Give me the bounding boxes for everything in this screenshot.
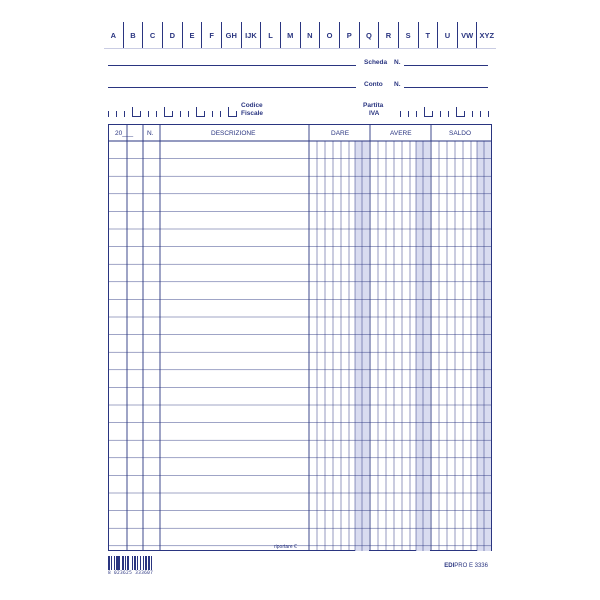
char-box (472, 111, 480, 117)
conto-number-underline (404, 87, 488, 88)
char-box (488, 111, 496, 117)
char-box (188, 111, 196, 117)
char-box (416, 111, 424, 117)
header-descrizione: DESCRIZIONE (211, 130, 256, 137)
header-year: 20___ (115, 130, 134, 137)
barcode-bar (125, 556, 126, 570)
char-box (180, 111, 188, 117)
barcode-bar (145, 556, 147, 570)
char-box (440, 111, 448, 117)
partita-iva-label-1: Partita (363, 102, 384, 109)
alphabet-tab-a: A (110, 30, 117, 40)
alphabet-tab-c: C (142, 22, 162, 48)
alphabet-tab-q: Q (359, 22, 379, 48)
brand-product-code (444, 563, 488, 569)
alphabet-tab-n: N (300, 22, 320, 48)
char-box (196, 107, 204, 117)
alphabet-tab-e: E (182, 22, 202, 48)
char-box (132, 107, 140, 117)
alphabet-tab-r: R (378, 22, 398, 48)
barcode (108, 556, 154, 570)
header-dare: DARE (331, 130, 350, 137)
header-saldo: SALDO (449, 130, 472, 137)
barcode-bar (108, 556, 110, 570)
barcode-number: 8 023625 333607 (108, 571, 154, 576)
ledger-sheet (104, 22, 496, 578)
alphabet-tab-l: L (260, 22, 280, 48)
char-box (108, 111, 116, 117)
char-box (164, 107, 172, 117)
alphabet-tab-ijk: IJK (241, 22, 261, 48)
brand-name-rest: PRO (454, 563, 468, 569)
scheda-underline (108, 65, 356, 66)
alphabet-tab-t: T (418, 22, 438, 48)
alphabet-tab-s: S (398, 22, 418, 48)
char-box (432, 111, 440, 117)
alphabet-tab-gh: GH (221, 22, 241, 48)
barcode-bar (148, 556, 150, 570)
conto-underline (108, 87, 356, 88)
barcode-bar (143, 556, 144, 570)
alphabet-tab-xyz: XYZ (476, 22, 496, 48)
char-box (408, 111, 416, 117)
char-box (116, 111, 124, 117)
barcode-bar (134, 556, 136, 570)
header-n: N. (147, 130, 154, 137)
barcode-bar (114, 556, 115, 570)
char-box (140, 111, 148, 117)
alphabet-tab-vw: VW (457, 22, 477, 48)
alphabet-tab-d: D (162, 22, 182, 48)
char-box (156, 111, 164, 117)
brand-name-bold: EDI (444, 563, 455, 569)
char-box (464, 111, 472, 117)
ledger-table (108, 124, 492, 551)
char-box (480, 111, 488, 117)
char-box (124, 111, 132, 117)
barcode-bar (119, 556, 120, 570)
ledger-grid-lines (108, 124, 492, 551)
alphabet-tab-o: O (319, 22, 339, 48)
scheda-number-underline (404, 65, 488, 66)
char-box (220, 111, 228, 117)
char-box (400, 111, 408, 117)
conto-label: Conto (364, 81, 383, 88)
riportare-label: riportare € (274, 544, 297, 550)
alphabet-tab-b: B (123, 22, 143, 48)
alphabet-index-row (104, 22, 496, 49)
header-avere: AVERE (390, 130, 412, 137)
partita-iva-boxes (400, 107, 496, 117)
barcode-bar (137, 556, 138, 570)
char-box (204, 111, 212, 117)
scheda-n-label: N. (394, 59, 401, 66)
char-box (212, 111, 220, 117)
barcode-bar (111, 556, 112, 570)
char-box (456, 107, 464, 117)
char-box (228, 107, 236, 117)
barcode-bar (140, 556, 141, 570)
conto-n-label: N. (394, 81, 401, 88)
char-box (172, 111, 180, 117)
product-code: E 3336 (468, 563, 488, 569)
char-box (148, 111, 156, 117)
char-box (424, 107, 432, 117)
char-box (448, 111, 456, 117)
alphabet-tab-u: U (437, 22, 457, 48)
barcode-bar (151, 556, 152, 570)
scheda-label: Scheda (364, 59, 388, 66)
partita-iva-label-2: IVA (369, 110, 380, 117)
codice-fiscale-label-1: Codice (241, 102, 263, 109)
codice-fiscale-label-2: Fiscale (241, 110, 264, 117)
alphabet-tab-p: P (339, 22, 359, 48)
barcode-bar (116, 556, 119, 570)
codice-fiscale-boxes (108, 107, 244, 117)
alphabet-tab-m: M (280, 22, 300, 48)
barcode-bar (122, 556, 124, 570)
barcode-bar (132, 556, 133, 570)
barcode-bar (127, 556, 129, 570)
alphabet-tab-f: F (201, 22, 221, 48)
